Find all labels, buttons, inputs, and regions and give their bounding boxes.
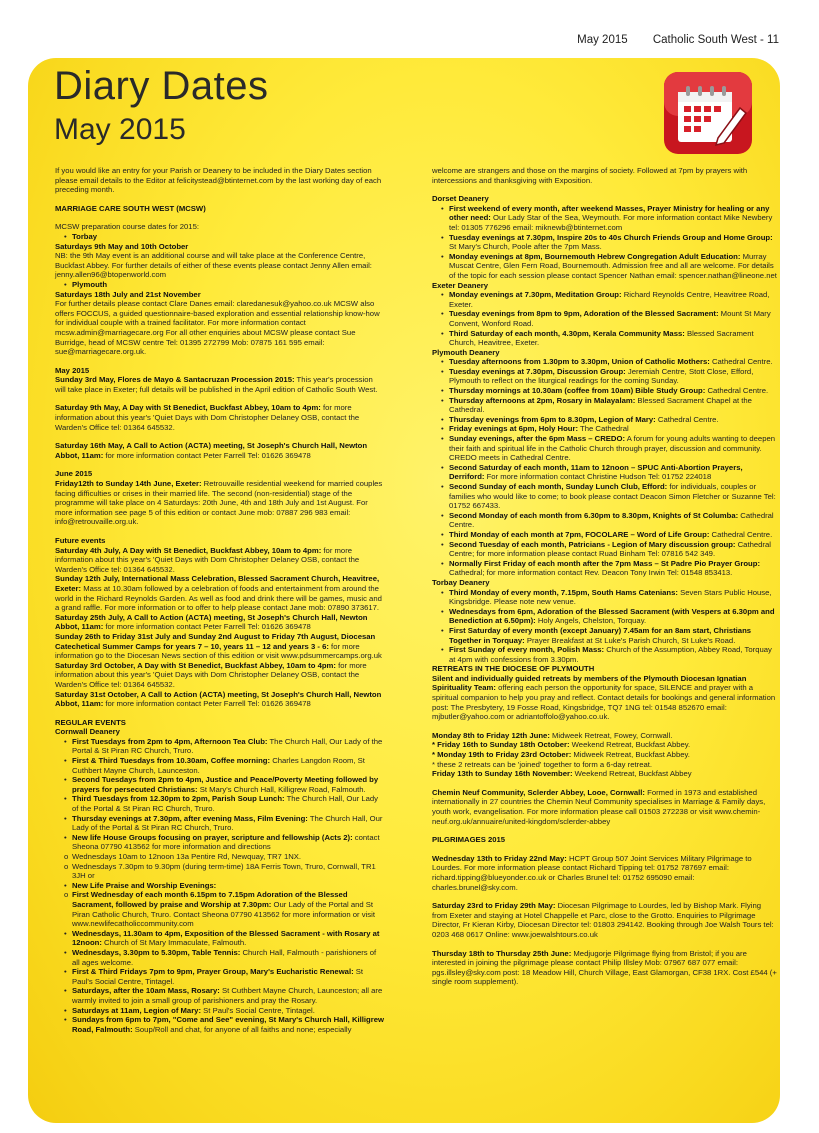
exeter-heading: Exeter Deanery [432, 280, 488, 290]
list-item: o First Wednesday of each month 6.15pm to 7.15pm Adoration of the Blessed Sacrament, followed by praise and Worship at 7.30pm: Our Lady of the Portal and St Piran Catholic Church, Truro. Contact Sheona 07790 413562 for more information or visit www.newlifecatholiccommunity.com [64, 890, 385, 928]
list-item: o Wednesdays 10am to 12noon 13a Pentire Rd, Newquay, TR7 1NX. [64, 852, 385, 862]
list-item: • First weekend of every month, after weekend Masses, Prayer Ministry for healing or any other need: Our Lady Star of the Sea, Weymouth. For more information contact Mike Newbery tel: 01305 776296 email: miknewb@btinternet.com [441, 204, 777, 233]
pilgrimages-heading: PILGRIMAGES 2015 [432, 835, 506, 845]
future-heading: Future events [55, 536, 106, 545]
retreats-heading: RETREATS IN THE DIOCESE OF PLYMOUTH [432, 664, 595, 674]
list-item: • Wednesdays from 6pm, Adoration of the Blessed Sacrament (with Vespers at 6.30pm and Benediction at 6.50pm): Holy Angels, Chelston, Torquay. [441, 607, 777, 626]
event-entry: Saturday 3rd October, A Day with St Benedict, Buckfast Abbey, 10am to 4pm: for more information about this year's 'Quiet Days with Dom Christopher Delaney OSB, contact the Warden's Office tel: 01364 645532. [55, 660, 367, 689]
continued-text: welcome are strangers and those on the margins of society. Followed at 7pm by prayers with intercessions and thanksgiving with Exposition. [432, 166, 748, 185]
plymouth-text: For further details please contact Clare Danes email: claredanesuk@yahoo.co.uk MCSW also offers FOCCUS, a guided questionnaire-based exploration and essential relationship know-how for individual couple with a trained facilitator. For more information contact mcsw.admin@marriagecare.org For all other enquiries about MCSW please contact Sue Burridge, head of MCSW centre Tel: 01395 272799 Mob: 07875 161 595 email: sue@marriagecare.org.uk. [55, 299, 380, 357]
pilgrimage-entry: Wednesday 13th to Friday 22nd May: HCPT Group 507 Joint Services Military Pilgrimage to Lourdes. For more information please contact Richard Tipping tel: 01752 787697 email: richard.tipping@blueyonder.co.uk or Charles Brunel tel: 01752 695090 email: charles.brunel@sky.com. [432, 853, 752, 892]
cornwall-heading: Cornwall Deanery [55, 727, 120, 737]
cornwall-list [55, 737, 385, 1034]
list-item: • Third Monday of every month, 7.15pm, South Hams Catenians: Seven Stars Public House, Kingsbridge. Please note new venue. [441, 588, 777, 607]
list-item: • Normally First Friday of each month after the 7pm Mass – St Padre Pio Prayer Group: Cathedral; for more information contact Rev. Deacon Tony Irwin Tel: 01548 853413. [441, 559, 777, 578]
list-item: o Wednesdays 7.30pm to 9.30pm (during term-time) 18A Ferris Town, Truro, Cornwall, TR1 3JH or [64, 862, 385, 881]
event-entry: Saturday 31st October, A Call to Action (ACTA) meeting, St Joseph's Church Hall, Newton Abbot, 11am: for more information contact Peter Farrell Tel: 01626 369478 [55, 689, 382, 709]
issue-date: May 2015 [577, 34, 628, 46]
dorset-list [432, 204, 777, 281]
running-head [555, 34, 779, 46]
list-item: • Tuesday evenings at 7.30pm, Discussion Group: Jeremiah Centre, Stott Close, Efford, Plymouth to reflect on the liturgical readings for the coming Sunday. [441, 367, 777, 386]
exeter-list [432, 290, 777, 348]
list-item: • Wednesdays, 3.30pm to 5.30pm, Table Tennis: Church Hall, Falmouth - parishioners of all ages welcome. [64, 948, 385, 967]
list-item: • Second Tuesdays from 2pm to 4pm, Justice and Peace/Poverty Meeting followed by prayers for persecuted Christians: St Mary's Church Hall, Killigrew Road, Falmouth. [64, 775, 385, 794]
calendar-edit-icon [660, 68, 756, 158]
list-item: • Plymouth [64, 280, 385, 290]
june-heading: June 2015 [55, 469, 93, 479]
retreat-entry: Friday 13th to Sunday 16th November: Weekend Retreat, Buckfast Abbey [432, 769, 692, 779]
retreat-entry: Monday 8th to Friday 12th June: Midweek Retreat, Fowey, Cornwall. [432, 730, 673, 740]
publication-page: Catholic South West - 11 [652, 34, 779, 46]
list-item: • First & Third Fridays 7pm to 9pm, Prayer Group, Mary's Eucharistic Renewal: St Paul's Social Centre, Tintagel. [64, 967, 385, 986]
list-item: • First Sunday of every month, Polish Mass: Church of the Assumption, Abbey Road, Torquay at 4pm with confessions from 3.30pm. [441, 645, 777, 664]
list-item: • Saturdays at 11am, Legion of Mary: St Paul's Social Centre, Tintagel. [64, 1006, 385, 1016]
list-item: • Third Saturday of each month, 4.30pm, Kerala Community Mass: Blessed Sacrament Church, Heavitree, Exeter. [441, 329, 777, 348]
torbay-text: NB: the 9th May event is an additional course and will take place at the Conference Centre, Buckfast Abbey. For further details of either of these events please contact Jenny Allen email: jenny.allen96@btopenworld.com [55, 251, 372, 280]
event-entry: Sunday 3rd May, Flores de Mayo & Santacruzan Procession 2015: This year's procession will take place in Exeter; full details will be published in the April edition of Catholic South West. [55, 375, 378, 394]
event-entry: Saturday 4th July, A Day with St Benedict, Buckfast Abbey, 10am to 4pm: for more information about this year's 'Quiet Days with Dom Christopher Delaney OSB, contact the Warden's Office tel: 01364 645532. [55, 545, 360, 574]
page-subtitle: May 2015 [54, 113, 186, 146]
chemin-entry: Chemin Neuf Community, Sclerder Abbey, Looe, Cornwall: Formed in 1973 and established internationally in 27 countries the Chemin Neuf Community specialises in Marriage & Family days, youth work, evangelisation. For more information please call 01503 272238 or visit www.chemin-neuf.org.uk/annuaire/united-kingdom/sclerder-abbey [432, 787, 766, 826]
list-item: • Tuesday evenings at 7.30pm, Inspire 20s to 40s Church Friends Group and Home Group: St Mary's Church, Poole after the 7pm Mass. [441, 233, 777, 252]
plymouth-dates: Saturdays 18th July and 21st November [55, 289, 201, 299]
plymouth-list [432, 357, 777, 578]
list-item: • New Life Praise and Worship Evenings: [64, 881, 385, 891]
list-item: • Third Tuesdays from 12.30pm to 2pm, Parish Soup Lunch: The Church Hall, Our Lady of the Portal & St Piran RC Church, Truro. [64, 794, 385, 813]
event-entry: Saturday 9th May, A Day with St Benedict, Buckfast Abbey, 10am to 4pm: for more information about this year's 'Quiet Days with Dom Christopher Delaney OSB, contact the Warden's Office tel: 01364 645532. [55, 403, 360, 432]
plymouth-heading: Plymouth Deanery [432, 347, 500, 357]
list-item: • Second Sunday of each month, Sunday Lunch Club, Efford: for individuals, couples or families who would like to come; to book please contact Deacon Simon Fletcher or Suzanne Tel: 01752 667433. [441, 482, 777, 511]
retreats-intro: Silent and individually guided retreats by members of the Plymouth Diocesan Ignatian Spirituality Team: offering each person the opportunity for space, SILENCE and prayer with a spiritual companion to help you pray and reflect. Contact details for bookings and general information post: The Presbytery, 19 Fosse Road, Kingsbridge, TQ7 1NG tel: 01548 852670 email: mjbutler@yahoo.com or adriantoffolo@yahoo.co.uk. [432, 673, 776, 722]
event-entry: Friday12th to Sunday 14th June, Exeter: Retrouvaille residential weekend for married couples facing difficulties or crises in their married life. The second (non-residential) stage of the programme will take place on 4 Saturdays: 20th June, 4th and 18th July and 1st August. For more information see page 5 of this edition or contact June mob: 07887 296 983 email: info@retrouvaille.org.uk. [55, 479, 383, 527]
torbay-list [432, 588, 777, 665]
list-item: • First Tuesdays from 2pm to 4pm, Afternoon Tea Club: The Church Hall, Our Lady of the Portal & St Piran RC Church, Truro. [64, 737, 385, 756]
regular-heading: REGULAR EVENTS [55, 717, 126, 727]
list-item: • New life House Groups focusing on prayer, scripture and fellowship (Acts 2): contact Sheona 07790 413562 for more information and directions [64, 833, 385, 852]
list-item: • Tuesday afternoons from 1.30pm to 3.30pm, Union of Catholic Mothers: Cathedral Centre. [441, 357, 777, 367]
list-item: • Thursday mornings at 10.30am (coffee from 10am) Bible Study Group: Cathedral Centre. [441, 386, 777, 396]
torbay-dates: Saturdays 9th May and 10th October [55, 241, 189, 251]
list-item: • Third Monday of each month at 7pm, FOCOLARE – Word of Life Group: Cathedral Centre. [441, 530, 777, 540]
retreat-entry: * Friday 16th to Sunday 18th October: Weekend Retreat, Buckfast Abbey. [432, 740, 691, 750]
list-item: • Tuesday evenings from 8pm to 9pm, Adoration of the Blessed Sacrament: Mount St Mary Convent, Wonford Road. [441, 309, 777, 328]
list-item: • First & Third Tuesdays from 10.30am, Coffee morning: Charles Langdon Room, St Cuthbert Mayne Church, Launceston. [64, 756, 385, 775]
list-item: • Thursday evenings at 7.30pm, after evening Mass, Film Evening: The Church Hall, Our Lady of the Portal & St Piran RC Church, Truro. [64, 814, 385, 833]
left-column [55, 166, 385, 1034]
list-item: • Sunday evenings, after the 6pm Mass – CREDO: A forum for young adults wanting to deepen their faith and spiritual life in the Catholic Church through prayer, discussion and community. CREDO meets in Cathedral Centre. [441, 434, 777, 463]
list-item: • Saturdays, after the 10am Mass, Rosary: St Cuthbert Mayne Church, Launceston; all are warmly invited to join a small group of parishioners and pray the Rosary. [64, 986, 385, 1005]
list-item: • Friday evenings at 6pm, Holy Hour: The Cathedral [441, 424, 777, 434]
mcsw-intro: MCSW preparation course dates for 2015: [55, 222, 199, 232]
pilgrimage-entry: Saturday 23rd to Friday 29th May: Diocesan Pilgrimage to Lourdes, led by Bishop Mark. Flying from Exeter and staying at Hotel Chappelle et Parc, close to the Grotto. Enquiries to Pilgrimage Director, Fr Kieran Kirby, Diocesan Director tel: 01803 294142. Booking through Joe Walsh Tours tel: 0203 468 0617 Online: www.joewalshtours.co.uk [432, 901, 774, 939]
event-entry: Saturday 25th July, A Call to Action (ACTA) meeting, St Joseph's Church Hall, Newton Abbot, 11am: for more information contact Peter Farrell Tel: 01626 369478 [55, 612, 368, 632]
mcsw-heading: MARRIAGE CARE SOUTH WEST (MCSW) [55, 203, 206, 213]
event-entry: Saturday 16th May, A Call to Action (ACTA) meeting, St Joseph's Church Hall, Newton Abbot, 11am: for more information contact Peter Farrell Tel: 01626 369478 [55, 441, 368, 460]
pilgrimage-entry: Thursday 18th to Thursday 25th June: Medjugorje Pilgrimage flying from Bristol; if you are interested in joining the pilgrimage please contact Philip Illsley Mob: 07967 687 077 email: pgs.illsley@sky.com post: 18 Meadow Hill, Church Village, East Glamorgan, CF38 1RX. Cost £544 (+ single room supplement). [432, 948, 777, 987]
list-item: • Thursday afternoons at 2pm, Rosary in Malayalam: Blessed Sacrament Chapel at the Cathedral. [441, 396, 777, 415]
torbay-heading: Torbay Deanery [432, 577, 490, 587]
intro-text: If you would like an entry for your Parish or Deanery to be included in the Diary Dates section please email details to the Editor at felicitystead@btinternet.com by the last working day of each preceding month. [55, 166, 382, 195]
may-heading: May 2015 [55, 365, 90, 375]
retreat-entry: * Monday 19th to Friday 23rd October: Midweek Retreat, Buckfast Abbey. [432, 750, 690, 760]
page-title: Diary Dates [54, 64, 269, 108]
mcsw-section [55, 222, 385, 356]
list-item: • Second Saturday of each month, 11am to 12noon – SPUC Anti-Abortion Prayers, Derriford: For more information contact Christine Hudson Tel: 01752 224018 [441, 463, 777, 482]
list-item: • First Saturday of every month (except January) 7.45am for an 8am start, Christians Together in Torquay: Prayer Breakfast at St Luke's Parish Church, St Luke's Road. [441, 626, 777, 645]
right-column [432, 166, 777, 996]
list-item: • Thursday evenings from 6pm to 8.30pm, Legion of Mary: Cathedral Centre. [441, 415, 777, 425]
dorset-heading: Dorset Deanery [432, 194, 489, 204]
event-entry: Sunday 26th to Friday 31st July and Sunday 2nd August to Friday 7th August, Diocesan Catechetical Summer Camps for years 7 – 10, years 11 – 12 and years 3 - 6: for more information go to the Diocesan News section of this edition or visit www.pdsummercamps.org.uk [55, 631, 382, 661]
list-item: • Second Monday of each month from 6.30pm to 8.30pm, Knights of St Columba: Cathedral Centre. [441, 511, 777, 530]
retreat-note: * these 2 retreats can be 'joined' together to form a 6-day retreat. [432, 759, 653, 769]
list-item: • Second Tuesday of each month, Patricians - Legion of Mary discussion group: Cathedral Centre; for more information please contact Ruad Binham Tel: 07816 542 349. [441, 540, 777, 559]
list-item: • Wednesdays, 11.30am to 4pm, Exposition of the Blessed Sacrament - with Rosary at 12noon: Church of St Mary Immaculate, Falmouth. [64, 929, 385, 948]
event-entry: Sunday 12th July, International Mass Celebration, Blessed Sacrament Church, Heavitree, Exeter: Mass at 10.30am followed by a celebration of foods and entertainment from around the world in the Richard Reynolds Garden. As well as food and drink there will be games, music and a grand raffle. For more information or to offer to help please contact Jane mob: 07890 373617. [55, 574, 382, 613]
list-item: • Monday evenings at 8pm, Bournemouth Hebrew Congregation Adult Education: Murray Muscat Centre, Glen Fern Road, Bournemouth. Admission free and all are welcome. For details of the topic for each session please contact Spencer Nathan email: spencer.nathan@lineone.net [441, 252, 777, 281]
list-item: • Sundays from 6pm to 7pm, "Come and See" evening, St Mary's Church Hall, Killigrew Road, Falmouth: Soup/Roll and chat, for anyone of all faiths and none; especially [64, 1015, 385, 1034]
list-item: • Monday evenings at 7.30pm, Meditation Group: Richard Reynolds Centre, Heavitree Road, Exeter. [441, 290, 777, 309]
list-item: • Torbay [64, 232, 385, 242]
